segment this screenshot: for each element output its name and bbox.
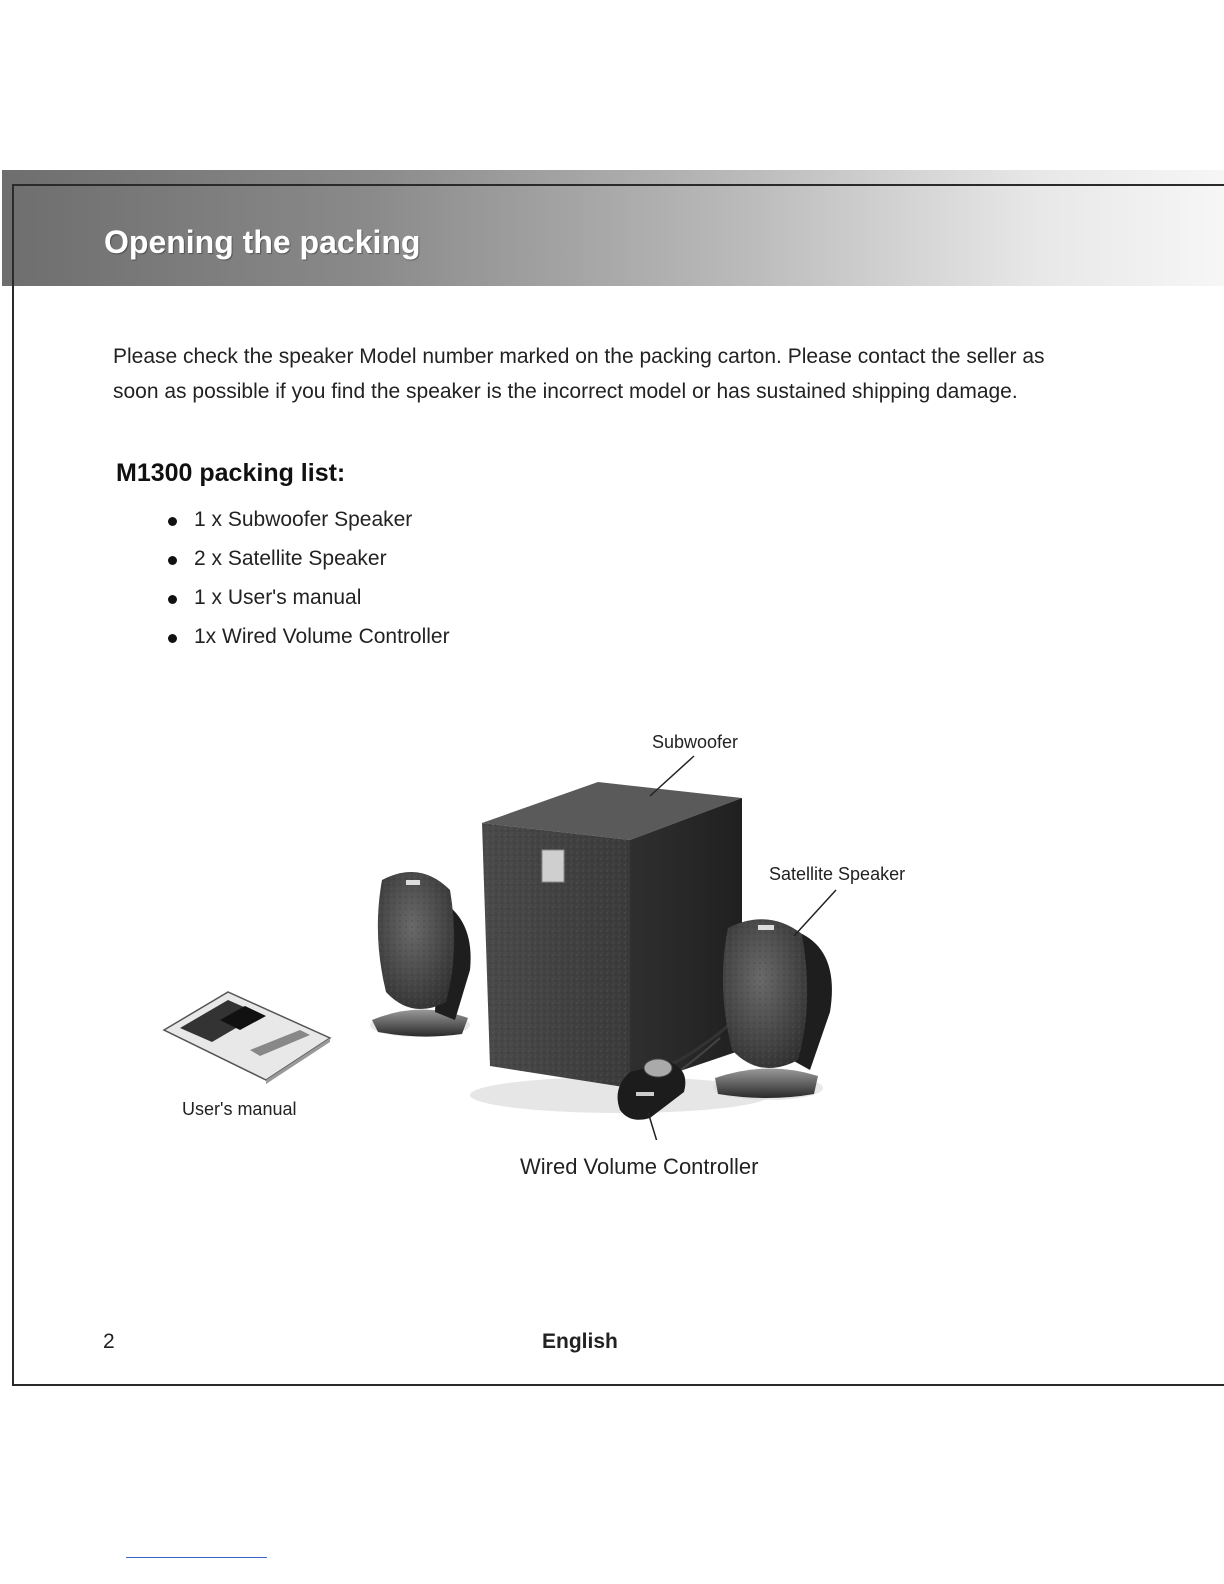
subwoofer-leader bbox=[650, 756, 694, 796]
intro-paragraph: Please check the speaker Model number marked on the packing carton. Please contact the seller as soon as possible if you find the speaker is the incorrect model or has sustained shipping damage. bbox=[113, 345, 1045, 403]
list-item: 1 x Subwoofer Speaker bbox=[166, 504, 450, 543]
manual-icon bbox=[164, 992, 330, 1084]
header-rule bbox=[12, 184, 1224, 186]
subwoofer-label: Subwoofer bbox=[652, 732, 739, 752]
footer-language: English bbox=[542, 1330, 618, 1353]
right-satellite-icon bbox=[713, 919, 832, 1100]
list-item: 1x Wired Volume Controller bbox=[166, 621, 450, 660]
product-illustration bbox=[150, 720, 950, 1140]
satellite-leader bbox=[794, 890, 836, 936]
satellite-label: Satellite Speaker bbox=[769, 864, 906, 884]
list-item: 1 x User's manual bbox=[166, 582, 450, 621]
page-number: 2 bbox=[103, 1330, 115, 1353]
packing-list bbox=[166, 504, 450, 660]
left-satellite-icon bbox=[370, 872, 471, 1037]
controller-label: Wired Volume Controller bbox=[520, 1154, 759, 1179]
list-item: 2 x Satellite Speaker bbox=[166, 543, 450, 582]
page-title: Opening the packing bbox=[104, 224, 421, 260]
bottom-rule bbox=[126, 1557, 267, 1558]
manual-label: User's manual bbox=[182, 1099, 297, 1119]
packing-list-heading: M1300 packing list: bbox=[116, 459, 346, 487]
